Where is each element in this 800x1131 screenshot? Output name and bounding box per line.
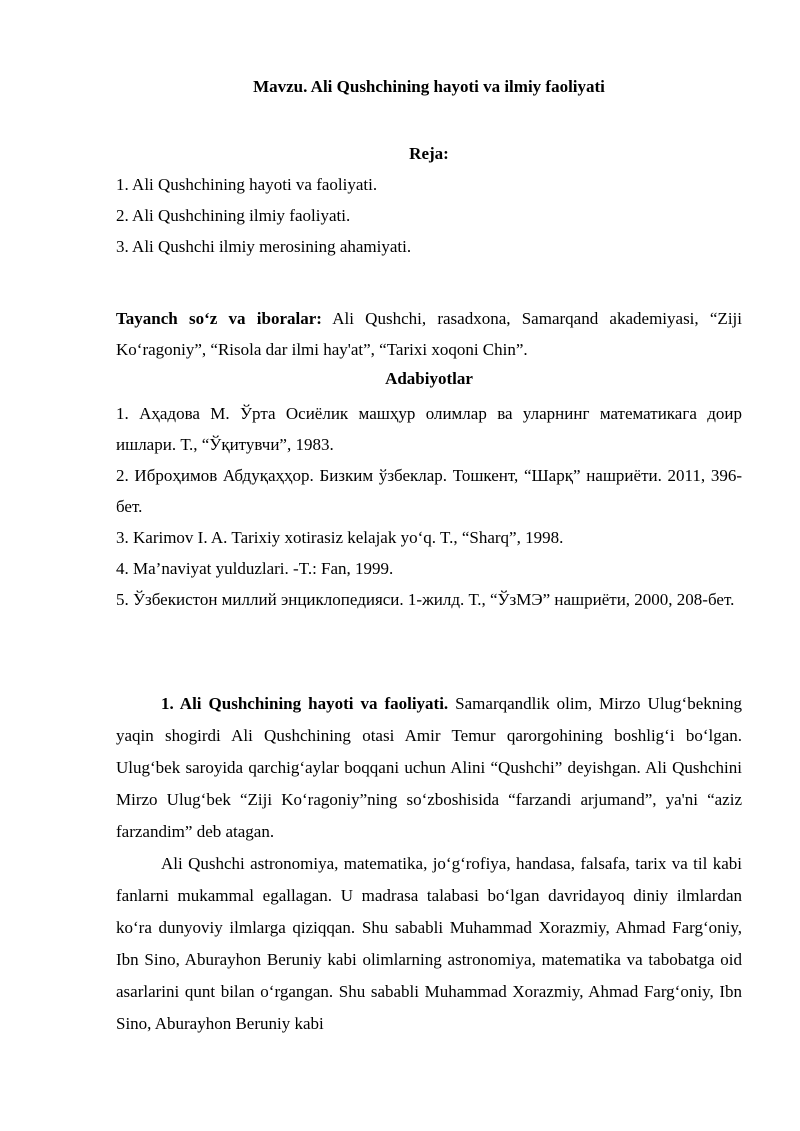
plan-list — [116, 174, 742, 267]
keywords-label: Tayanch so‘z va iboralar: — [116, 309, 322, 328]
plan-heading: Reja: — [409, 144, 449, 163]
plan-item: 2. Ali Qushchining ilmiy faoliyati. — [116, 206, 351, 225]
section-1 — [116, 688, 742, 1040]
section-1-heading: 1. Ali Qushchining hayoti va faoliyati. — [161, 694, 449, 713]
section-1-paragraph-1 — [116, 688, 742, 848]
literature-heading: Adabiyotlar — [385, 369, 473, 388]
literature-item: 1. Аҳадова М. Ўрта Осиёлик машҳур олимлар ва уларнинг математикага доир ишлари. Т., “Ўқитувчи”, 1983. — [116, 404, 742, 454]
section-1-paragraph-1-text: Samarqandlik olim, Mirzo Ulug‘bekning yaqin shogirdi Ali Qushchining otasi Amir Temur qarorgohining boshlig‘i bo‘lgan. Ulug‘bek saroyida qarchig‘aylar boqqani uchun Alini “Qushchi” deyishgan. Ali Qushchini Mirzo Ulug‘bek “Ziji Ko‘ragoniy”ning so‘zboshisida “farzandi arjumand”, ya'ni “aziz farzandim” deb atagan. — [116, 694, 742, 841]
literature-item: 4. Ma’naviyat yulduzlari. -T.: Fan, 1999. — [116, 559, 394, 578]
keywords-text: Ali Qushchi, rasadxona, Samarqand akademiyasi, “Ziji Ko‘ragoniy”, “Risola dar ilmi hay'at”, “Tarixi xoqoni Chin”. — [116, 309, 742, 359]
literature-item: 5. Ўзбекистон миллий энциклопедияси. 1-жилд. Т., “ЎзМЭ” нашриёти, 2000, 208-бет. — [116, 590, 735, 609]
literature-item: 2. Иброҳимов Абдуқаҳҳор. Бизким ўзбеклар. Тошкент, “Шарқ” нашриёти. 2011, 396-бет. — [116, 466, 742, 516]
document-title: Mavzu. Ali Qushchining hayoti va ilmiy faoliyati — [253, 77, 605, 96]
plan-item: 1. Ali Qushchining hayoti va faoliyati. — [116, 175, 378, 194]
plan-item: 3. Ali Qushchi ilmiy merosining ahamiyati. — [116, 237, 412, 256]
literature-list — [116, 398, 742, 615]
section-1-paragraph-2: Ali Qushchi astronomiya, matematika, jo‘g‘rofiya, handasa, falsafa, tarix va til kabi fanlarni mukammal egallagan. U madrasa talabasi bo‘lgan davridayoq diniy ilmlardan ko‘ra dunyoviy ilmlarga qiziqqan. Shu sababli Muhammad Xorazmiy, Ahmad Farg‘oniy, Ibn Sino, Aburayhon Beruniy kabi olimlarning astronomiya, matematika va tabobatga oid asarlarini qunt bilan o‘rgangan. Shu sababli Muhammad Xorazmiy, Ahmad Farg‘oniy, Ibn Sino, Aburayhon Beruniy kabi — [116, 854, 742, 1033]
keywords-paragraph — [116, 303, 742, 365]
literature-item: 3. Karimov I. A. Tarixiy xotirasiz kelajak yo‘q. T., “Sharq”, 1998. — [116, 528, 564, 547]
